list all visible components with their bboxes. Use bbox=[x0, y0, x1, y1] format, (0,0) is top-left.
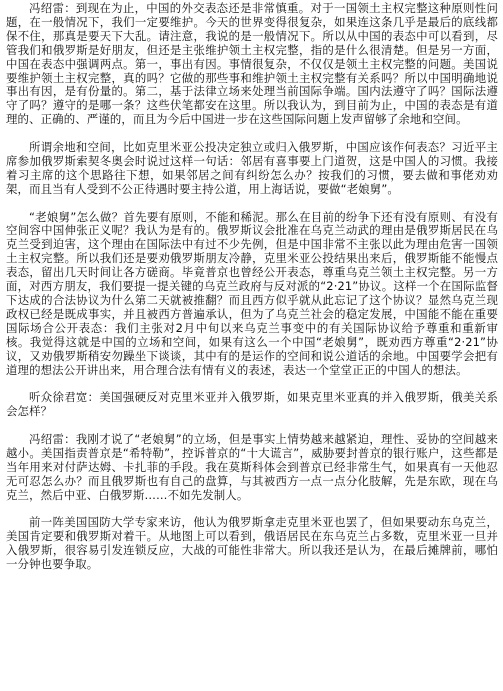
paragraph-feng-shaolei-diplomatic-stance: 冯绍雷：到现在为止，中国的外交表态还是非常慎重。对于一国领土主权完整这种原则性问题，在一般情况下，我们一定要维护。今天的世界变得很复杂，如果连这条几乎是最后的底线都保不住，那真是要天下大乱。请注意，我说的是一般情况下。所以从中国的表态中可以看到，尽管我们和俄罗斯是好朋友，但还是主张维护领土主权完整，指的是什么很清楚。但是另一方面，中国在表态中强调两点。第一，事出有因。事情很复杂，不仅仅是领土主权完整的问题。美国说要维护领土主权完整，真的吗？它做的那些事和维护领土主权完整有关系吗？所以中国明确地说事出有因，是有份量的。第二，基于法律立场来处理当前国际争端。国内法遵守了吗？国际法遵守了吗？遵守的是哪一条？这些伏笔都安在这里。所以我认为，到目前为止，中国的表态是有道理的、正确的、严谨的，而且为今后中国进一步在这些国际问题上发声留够了余地和空间。 bbox=[6, 2, 498, 127]
paragraph-lao-niang-jiu: “老娘舅”怎么做？首先要有原则，不能和稀泥。那么在目前的纷争下还有没有原则、有没有空间容中国伸张正义呢？我认为是有的。俄罗斯议会批准在乌克兰动武的理由是俄罗斯居民在乌克兰受到迫害，这个理由在国际法中有过不少先例，但是中国非常不主张以此为理由危害一国领土主权完整。所以我们还是要劝俄罗斯朋友冷静，克里米亚公投结果出来后，俄罗斯能不能慢点表态，留出几天时间让各方磋商。毕竟普京也曾经公开表态，尊重乌克兰领土主权完整。另一方面，对西方朋友，我们要提一提关键的乌克兰政府与反对派的“2·21”协议。这样一个在国际监督下达成的合法协议为什么第二天就被推翻？而且西方似乎就从此忘记了这个协议？显然乌克兰现政权已经是既成事实，并且被西方普遍承认，但为了乌克兰社会的稳定发展，中国能不能在重要国际场合公开表态：我们主张对2月中旬以来乌克兰事变中的有关国际协议给予尊重和重新审核。我觉得这就是中国的立场和空间，如果有这么一个中国“老娘舅”，既劝西方尊重“2·21”协议，又劝俄罗斯稍安勿躁坐下谈谈，其中有的是运作的空间和说公道话的余地。中国要学会把有道理的想法公开讲出来，用合理合法有情有义的表述，表达一个堂堂正正的中国人的想法。 bbox=[6, 209, 498, 377]
paragraph-feng-shaolei-reply: 冯绍雷：我刚才说了“老娘舅”的立场，但是事实上情势越来越紧迫，理性、妥协的空间越来越小。美国指责普京是“希特勒”，控诉普京的“十大谎言”，威胁要封普京的银行账户，这些都是当年用来对付萨达姆、卡扎菲的手段。我在莫斯科体会到普京已经非常生气，如果真有一天他忍无可忍怎么办？而且俄罗斯也有自己的盘算，与其被西方一点一点分化肢解，先是东欧，现在乌克兰，然后中亚、白俄罗斯……不如先发制人。 bbox=[6, 432, 498, 502]
paragraph-us-defense-expert: 前一阵美国国防大学专家来访，他认为俄罗斯拿走克里米亚也罢了，但如果要动东乌克兰，美国肯定要和俄罗斯对着干。从地图上可以看到，俄语居民在东乌克兰占多数，克里米亚一旦并入俄罗斯，很容易引发连锁反应，大战的可能性非常大。所以我还是认为，在最后摊牌前，哪怕一分钟也要争取。 bbox=[6, 515, 498, 572]
paragraph-room-and-space: 所谓余地和空间，比如克里米亚公投决定独立或归入俄罗斯，中国应该作何表态？习近平主席参加俄罗斯索契冬奥会时说过这样一句话：邻居有喜事要上门道贺，这是中国人的习惯。我接着习主席的这个思路往下想，如果邻居之间有纠纷怎么办？按我们的习惯，要去做和事佬劝劝架，而且当有人受到不公正待遇时要主持公道，用上海话说，要做“老娘舅”。 bbox=[6, 140, 498, 196]
paragraph-listener-question: 听众徐君宽：美国强硬反对克里米亚并入俄罗斯，如果克里米亚真的并入俄罗斯，俄美关系会怎样？ bbox=[6, 390, 498, 419]
article-page bbox=[6, 2, 498, 689]
